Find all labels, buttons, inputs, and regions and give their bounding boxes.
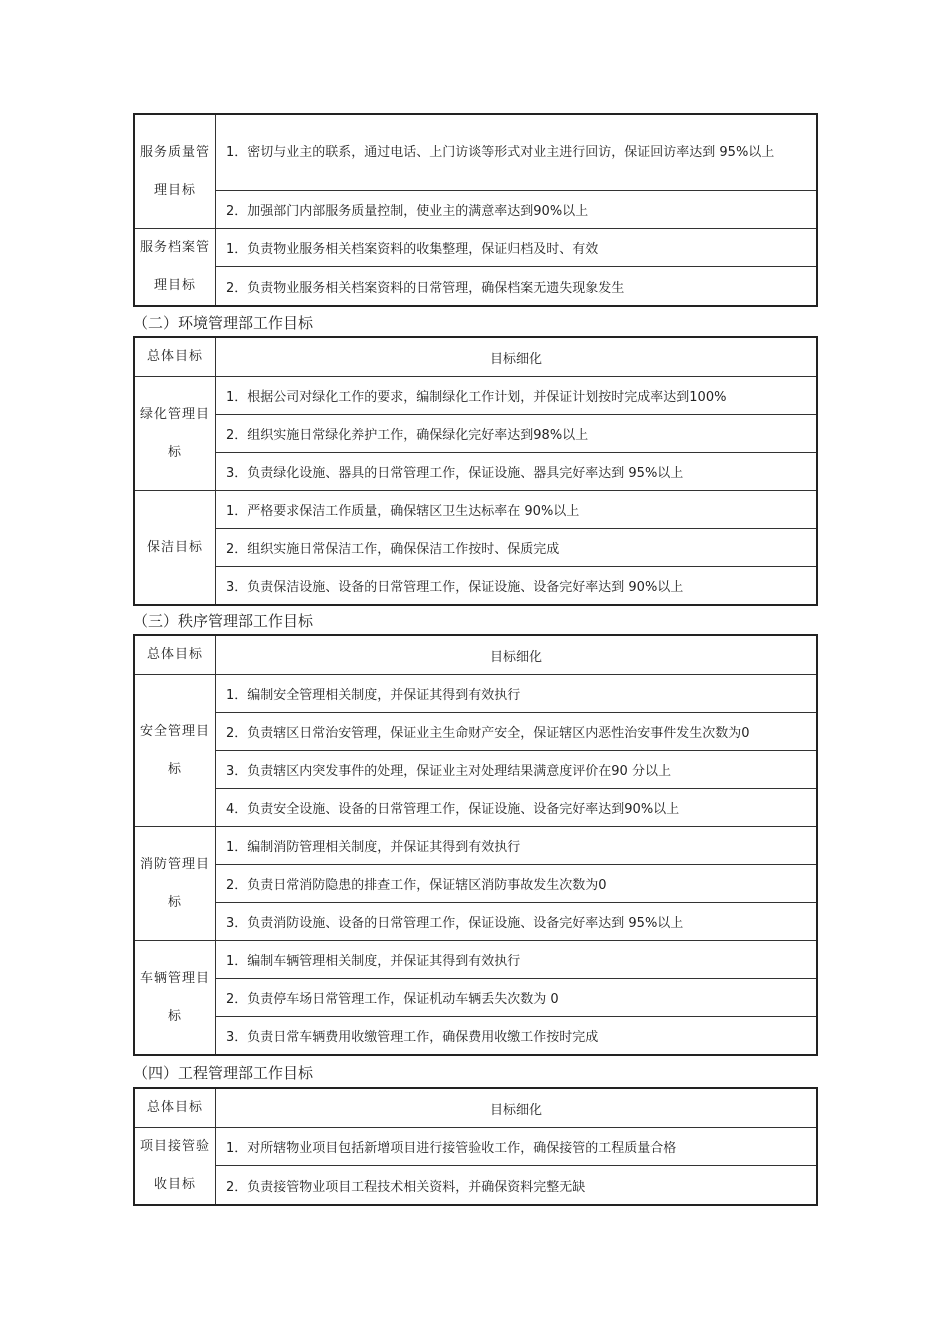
detail-cell: 2．组织实施日常绿化养护工作，确保绿化完好率达到98%以上 xyxy=(216,415,818,453)
detail-cell: 2．负责日常消防隐患的排查工作，保证辖区消防事故发生次数为0 xyxy=(216,865,818,903)
detail-cell: 1．根据公司对绿化工作的要求，编制绿化工作计划，并保证计划按时完成率达到100% xyxy=(216,377,818,415)
category-cell: 绿化管理目标 xyxy=(134,377,216,491)
detail-cell: 1．严格要求保洁工作质量，确保辖区卫生达标率在 90%以上 xyxy=(216,491,818,529)
category-cell: 消防管理目标 xyxy=(134,827,216,941)
header-goal-detail: 目标细化 xyxy=(216,1088,818,1128)
order-table xyxy=(133,634,818,1056)
detail-cell: 1．编制车辆管理相关制度，并保证其得到有效执行 xyxy=(216,941,818,979)
category-cell: 服务档案管理目标 xyxy=(134,229,216,307)
detail-cell: 1．编制消防管理相关制度，并保证其得到有效执行 xyxy=(216,827,818,865)
header-total-goal: 总体目标 xyxy=(134,1088,216,1128)
detail-cell: 1．负责物业服务相关档案资料的收集整理，保证归档及时、有效 xyxy=(216,229,818,267)
detail-cell: 2．负责接管物业项目工程技术相关资料，并确保资料完整无缺 xyxy=(216,1166,818,1205)
detail-cell: 3．负责保洁设施、设备的日常管理工作，保证设施、设备完好率达到 90%以上 xyxy=(216,567,818,606)
category-cell: 服务质量管理目标 xyxy=(134,114,216,229)
detail-cell: 2．加强部门内部服务质量控制，使业主的满意率达到90%以上 xyxy=(216,191,818,229)
header-total-goal: 总体目标 xyxy=(134,635,216,675)
header-goal-detail: 目标细化 xyxy=(216,635,818,675)
detail-cell: 2．负责辖区日常治安管理，保证业主生命财产安全，保证辖区内恶性治安事件发生次数为0 xyxy=(216,713,818,751)
detail-cell: 1．密切与业主的联系，通过电话、上门访谈等形式对业主进行回访，保证回访率达到 95%以上 xyxy=(216,114,818,191)
detail-cell: 4．负责安全设施、设备的日常管理工作，保证设施、设备完好率达到90%以上 xyxy=(216,789,818,827)
category-cell: 安全管理目标 xyxy=(134,675,216,827)
detail-cell: 1．对所辖物业项目包括新增项目进行接管验收工作，确保接管的工程质量合格 xyxy=(216,1128,818,1166)
environment-table xyxy=(133,336,818,606)
section-heading: （四）工程管理部工作目标 xyxy=(133,1064,314,1082)
detail-cell: 3．负责辖区内突发事件的处理，保证业主对处理结果满意度评价在90 分以上 xyxy=(216,751,818,789)
header-total-goal: 总体目标 xyxy=(134,337,216,377)
service-table xyxy=(133,113,818,307)
detail-cell: 2．负责停车场日常管理工作，保证机动车辆丢失次数为 0 xyxy=(216,979,818,1017)
detail-cell: 2．组织实施日常保洁工作，确保保洁工作按时、保质完成 xyxy=(216,529,818,567)
section-heading: （三）秩序管理部工作目标 xyxy=(133,612,314,630)
header-goal-detail: 目标细化 xyxy=(216,337,818,377)
detail-cell: 3．负责绿化设施、器具的日常管理工作，保证设施、器具完好率达到 95%以上 xyxy=(216,453,818,491)
section-heading: （二）环境管理部工作目标 xyxy=(133,314,314,332)
detail-cell: 3．负责日常车辆费用收缴管理工作，确保费用收缴工作按时完成 xyxy=(216,1017,818,1056)
detail-cell: 1．编制安全管理相关制度，并保证其得到有效执行 xyxy=(216,675,818,713)
category-cell: 保洁目标 xyxy=(134,491,216,606)
category-cell: 车辆管理目标 xyxy=(134,941,216,1056)
engineering-table xyxy=(133,1087,818,1206)
category-cell: 项目接管验收目标 xyxy=(134,1128,216,1206)
detail-cell: 3．负责消防设施、设备的日常管理工作，保证设施、设备完好率达到 95%以上 xyxy=(216,903,818,941)
detail-cell: 2．负责物业服务相关档案资料的日常管理，确保档案无遗失现象发生 xyxy=(216,267,818,306)
